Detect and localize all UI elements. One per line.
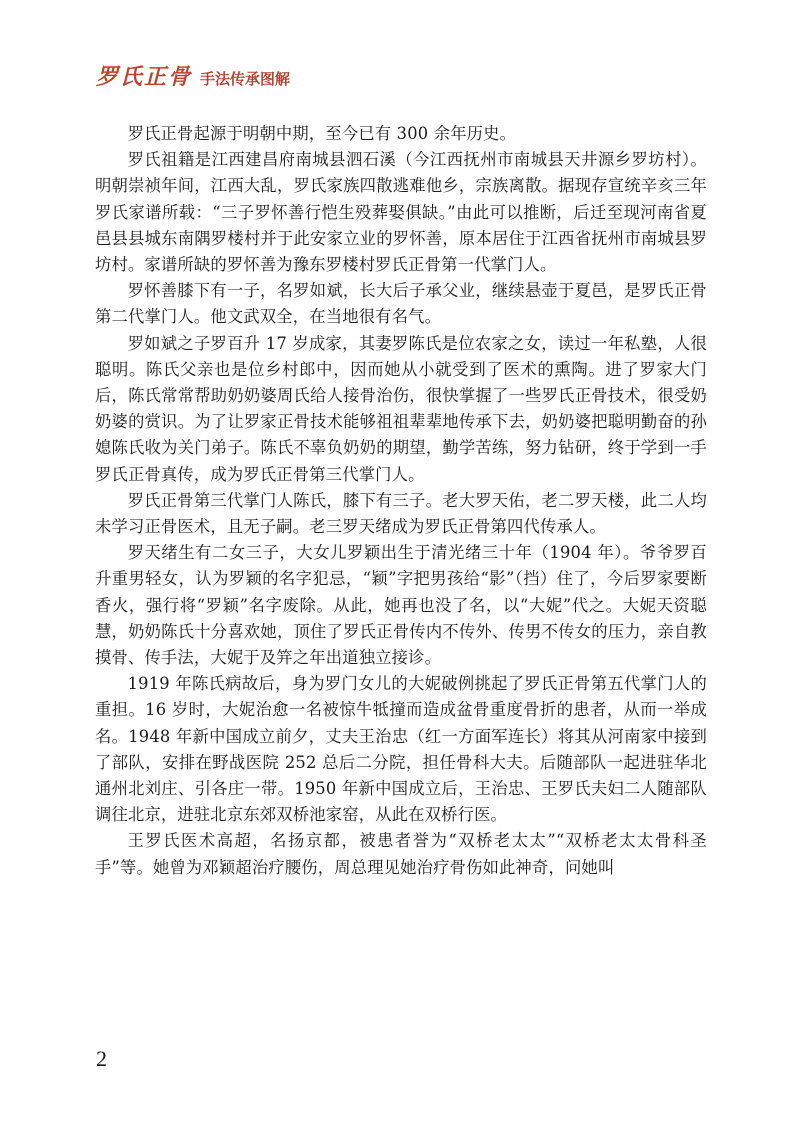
body-text: [95, 121, 707, 881]
paragraph: 罗氏祖籍是江西建昌府南城县泗石溪（今江西抚州市南城县天井源乡罗坊村）。明朝崇祯年间，江西大乱，罗氏家族四散逃难他乡，宗族离散。据现存宣统辛亥三年罗氏家谱所载：“三子罗怀善行恺生殁葬娶俱缺。”由此可以推断，后迁至现河南省夏邑县县城东南隅罗楼村并于此安家立业的罗怀善，原本居住于江西省抚州市南城县罗坊村。家谱所缺的罗怀善为豫东罗楼村罗氏正骨第一代掌门人。: [95, 150, 707, 275]
paragraph: 王罗氏医术高超，名扬京都，被患者誉为“双桥老太太”“双桥老太太骨科圣手”等。她曾为邓颖超治疗腰伤，周总理见她治疗骨伤如此神奇，问她叫: [95, 831, 707, 877]
paragraph: 罗如斌之子罗百升 17 岁成家，其妻罗陈氏是位农家之女，读过一年私塾，人很聪明。陈氏父亲也是位乡村郎中，因而她从小就受到了医术的熏陶。进了罗家大门后，陈氏常常帮助奶奶婆周氏给人接骨治伤，很快掌握了一些罗氏正骨技术，很受奶奶婆的赏识。为了让罗家正骨技术能够祖祖辈辈地传承下去，奶奶婆把聪明勤奋的孙媳陈氏收为关门弟子。陈氏不辜负奶奶的期望，勤学苦练，努力钻研，终于学到一手罗氏正骨真传，成为罗氏正骨第三代掌门人。: [95, 333, 707, 484]
book-subtitle: 手法传承图解: [200, 70, 291, 88]
paragraph: 罗天绪生有二女三子，大女儿罗颖出生于清光绪三十年（1904 年）。爷爷罗百升重男轻女，认为罗颖的名字犯忌，“颖”字把男孩给“影”（挡）住了，今后罗家要断香火，强行将“罗颖”名字废除。从此，她再也没了名，以“大妮”代之。大妮天资聪慧，奶奶陈氏十分喜欢她，顶住了罗氏正骨传内不传外、传男不传女的压力，亲自教摸骨、传手法，大妮于及笄之年出道独立接诊。: [95, 543, 707, 668]
paragraph: 罗氏正骨起源于明朝中期，至今已有 300 余年历史。: [127, 124, 517, 143]
page-number: 2: [96, 1046, 107, 1071]
running-header: [96, 60, 290, 91]
brand-logo: 罗氏正骨: [96, 64, 193, 90]
paragraph: 罗氏正骨第三代掌门人陈氏，膝下有三子。老大罗天佑，老二罗天楼，此二人均未学习正骨医术，且无子嗣。老三罗天绪成为罗氏正骨第四代传承人。: [95, 490, 707, 537]
paragraph: 罗怀善膝下有一子，名罗如斌，长大后子承父业，继续悬壶于夏邑，是罗氏正骨第二代掌门人。他文武双全，在当地很有名气。: [95, 281, 707, 327]
paragraph: 1919 年陈氏病故后，身为罗门女儿的大妮破例挑起了罗氏正骨第五代掌门人的重担。16 岁时，大妮治愈一名被惊牛牴撞而造成盆骨重度骨折的患者，从而一举成名。1948 年新中国成立前夕，丈夫王治忠（红一方面军连长）将其从河南家中接到了部队，安排在野战医院 252 总后二分院，担任骨科大夫。后随部队一起进驻华北通州北刘庄、引各庄一带。1950 年新中国成立后，王治忠、王罗氏夫妇二人随部队调往北京，进驻北京东郊双桥池家窑，从此在双桥行医。: [95, 674, 707, 825]
